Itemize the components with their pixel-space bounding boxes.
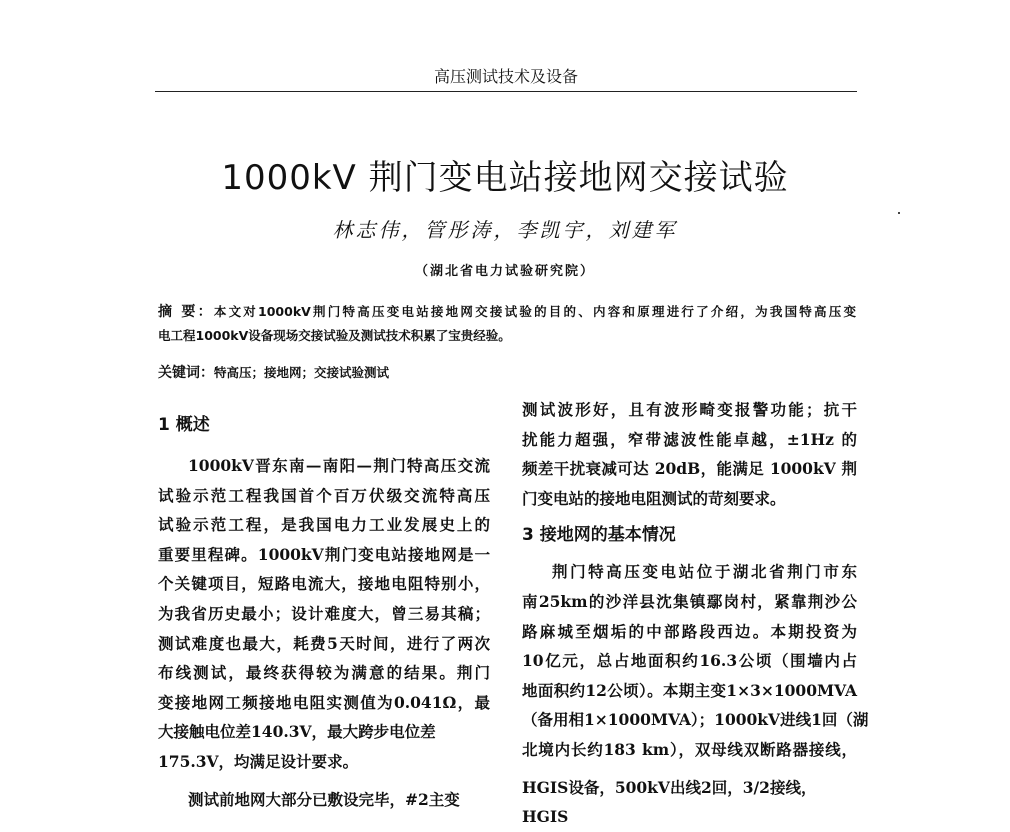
body-line: 测试难度也最大，耗费5天时间，进行了两次: [158, 633, 490, 653]
abstract: [158, 300, 856, 347]
body-line: 扰能力超强，窄带滤波性能卓越，±1Hz 的: [522, 429, 857, 449]
header-rule: [155, 91, 857, 92]
body-line-partial: 测试前地网大部分已敷设完毕，#2主变: [188, 789, 460, 809]
body-line: 个关键项目，短路电流大，接地电阻特别小，: [158, 574, 490, 594]
body-line: 大接触电位差140.3V，最大跨步电位差: [158, 722, 436, 742]
body-line: 南25km的沙洋县沈集镇鄢岗村，紧靠荆沙公: [522, 591, 857, 611]
body-line: 10亿元，总占地面积约16.3公顷（围墙内占: [522, 651, 857, 671]
body-line: 试验示范工程，是我国电力工业发展史上的: [158, 515, 490, 535]
body-line: 地面积约12公顷）。本期主变1×3×1000MVA: [522, 680, 857, 700]
keywords-label: 关键词：: [158, 365, 214, 381]
body-line: 布线测试，最终获得较为满意的结果。荆门: [158, 663, 490, 683]
abstract-line-2: 电工程1000kV设备现场交接试验及测试技术积累了宝贵经验。: [158, 328, 511, 343]
abstract-label: 摘 要：: [158, 304, 214, 320]
abstract-line-1: 本文对1000kV荆门特高压变电站接地网交接试验的目的、内容和原理进行了介绍，为我国特高压变: [213, 304, 857, 319]
body-line: 北境内长约183 km），双母线双断路器接线，: [522, 739, 857, 759]
body-line: 荆门特高压变电站位于湖北省荆门市东: [552, 562, 857, 582]
body-line: 为我省历史最小；设计难度大，曾三易其稿；: [158, 603, 490, 623]
section-3-heading: 3 接地网的基本情况: [522, 525, 676, 546]
keywords-text: 特高压；接地网；交接试验测试: [214, 365, 390, 380]
body-line: 路麻城至烟垢的中部路段西边。本期投资为: [522, 621, 857, 641]
running-head: 高压测试技术及设备: [433, 67, 578, 86]
body-line: 门变电站的接地电阻测试的苛刻要求。: [522, 488, 786, 508]
body-line: 试验示范工程我国首个百万伏级交流特高压: [158, 485, 490, 505]
authors: 林志伟，管彤涛，李凯宇，刘建军: [332, 218, 678, 242]
body-line: 变接地网工频接地电阻实测值为0.041Ω，最: [158, 692, 490, 712]
body-line: 175.3V，均满足设计要求。: [158, 751, 359, 771]
body-line: 频差干扰衰减可达 20dB，能满足 1000kV 荆: [522, 459, 857, 479]
left-column: [158, 451, 490, 809]
paper-title: 1000kV 荆门变电站接地网交接试验: [221, 158, 789, 198]
body-line-partial: HGIS设备，500kV出线2回，3/2接线，HGIS: [522, 777, 817, 827]
affiliation: （湖北省电力试验研究院）: [414, 264, 595, 279]
keywords: [158, 362, 856, 384]
body-line: 重要里程碑。1000kV荆门变电站接地网是一: [158, 544, 490, 564]
body-line: 测试波形好，且有波形畸变报警功能；抗干: [522, 400, 857, 419]
section-1-heading: 1 概述: [158, 415, 210, 435]
body-line: 1000kV晋东南—南阳—荆门特高压交流: [188, 456, 490, 475]
right-column: [522, 395, 869, 827]
body-line: （备用相1×1000MVA）；1000kV进线1回（湖: [522, 710, 869, 730]
